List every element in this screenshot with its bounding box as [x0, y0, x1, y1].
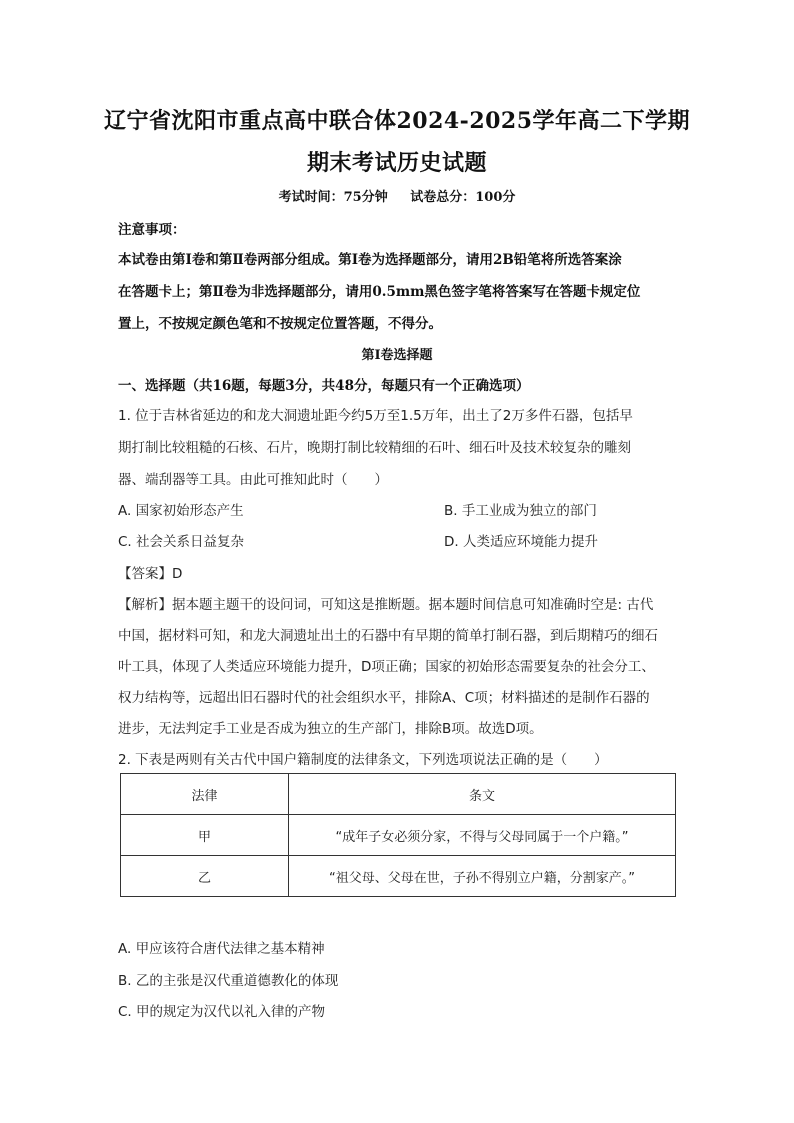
exam-meta — [0, 186, 794, 205]
notice-line-2: 在答题卡上；第Ⅱ卷为非选择题部分，请用0.5mm黑色签字笔将答案写在答题卡规定位 — [118, 284, 641, 300]
notice-line-3: 置上，不按规定颜色笔和不按规定位置答题，不得分。 — [118, 316, 442, 332]
table-row — [121, 815, 676, 856]
notice-line-1: 本试卷由第Ⅰ卷和第Ⅱ卷两部分组成。第Ⅰ卷为选择题部分，请用2B铅笔将所选答案涂 — [118, 252, 622, 268]
q1-answer: 【答案】D — [118, 566, 183, 582]
q1-stem-line-1: 1. 位于吉林省延边的和龙大洞遗址距今约5万至1.5万年，出土了2万多件石器，包括早 — [118, 408, 633, 424]
q1-stem-line-3: 器、端刮器等工具。由此可推知此时（ ） — [118, 472, 388, 488]
law-table-header-law: 法律 — [121, 774, 289, 815]
law-table-header-row — [121, 774, 676, 815]
q1-analysis-line-2: 中国，据材料可知，和龙大洞遗址出土的石器中有早期的简单打制石器，到后期精巧的细石 — [118, 628, 658, 644]
law-table-header-text: 条文 — [289, 774, 676, 815]
q1-stem-line-2: 期打制比较粗糙的石核、石片，晚期打制比较精细的石叶、细石叶及技术较复杂的雕刻 — [118, 440, 631, 456]
law-table-cell-law: 乙 — [121, 856, 289, 897]
q1-option-b: B. 手工业成为独立的部门 — [444, 503, 597, 519]
law-table — [120, 773, 676, 897]
exam-title-line2: 期末考试历史试题 — [306, 150, 487, 176]
law-table-cell-law: 甲 — [121, 815, 289, 856]
law-table-cell-text: “成年子女必须分家，不得与父母同属于一个户籍。” — [289, 815, 676, 856]
exam-title-line1: 辽宁省沈阳市重点高中联合体2024-2025学年高二下学期 — [103, 108, 691, 134]
q1-option-a: A. 国家初始形态产生 — [118, 503, 244, 519]
section-instructions: 一、选择题（共16题，每题3分，共48分，每题只有一个正确选项） — [118, 378, 530, 394]
table-row — [121, 856, 676, 897]
exam-time: 考试时间：75分钟 — [278, 190, 388, 205]
q1-option-c: C. 社会关系日益复杂 — [118, 534, 245, 550]
q1-analysis-line-3: 叶工具，体现了人类适应环境能力提升，D项正确；国家的初始形态需要复杂的社会分工、 — [118, 659, 655, 675]
notice-heading: 注意事项： — [118, 222, 186, 238]
q2-option-a: A. 甲应该符合唐代法律之基本精神 — [118, 941, 325, 957]
law-table-cell-text: “祖父母、父母在世，子孙不得别立户籍，分割家产。” — [289, 856, 676, 897]
q1-analysis-line-4: 权力结构等，远超出旧石器时代的社会组织水平，排除A、C项；材料描述的是制作石器的 — [118, 690, 650, 706]
section-title: 第Ⅰ卷选择题 — [361, 348, 433, 363]
q1-analysis-line-5: 进步，无法判定手工业是否成为独立的生产部门，排除B项。故选D项。 — [118, 721, 543, 737]
q1-option-d: D. 人类适应环境能力提升 — [444, 534, 598, 550]
q1-analysis-line-1: 【解析】据本题主题干的设问词，可知这是推断题。据本题时间信息可知准确时空是: 古代 — [118, 597, 654, 613]
q2-option-b: B. 乙的主张是汉代重道德教化的体现 — [118, 973, 339, 989]
q2-option-c: C. 甲的规定为汉代以礼入律的产物 — [118, 1004, 326, 1020]
q2-stem: 2. 下表是两则有关古代中国户籍制度的法律条文，下列选项说法正确的是（ ） — [118, 752, 608, 768]
total-score: 试卷总分：100分 — [410, 190, 516, 205]
